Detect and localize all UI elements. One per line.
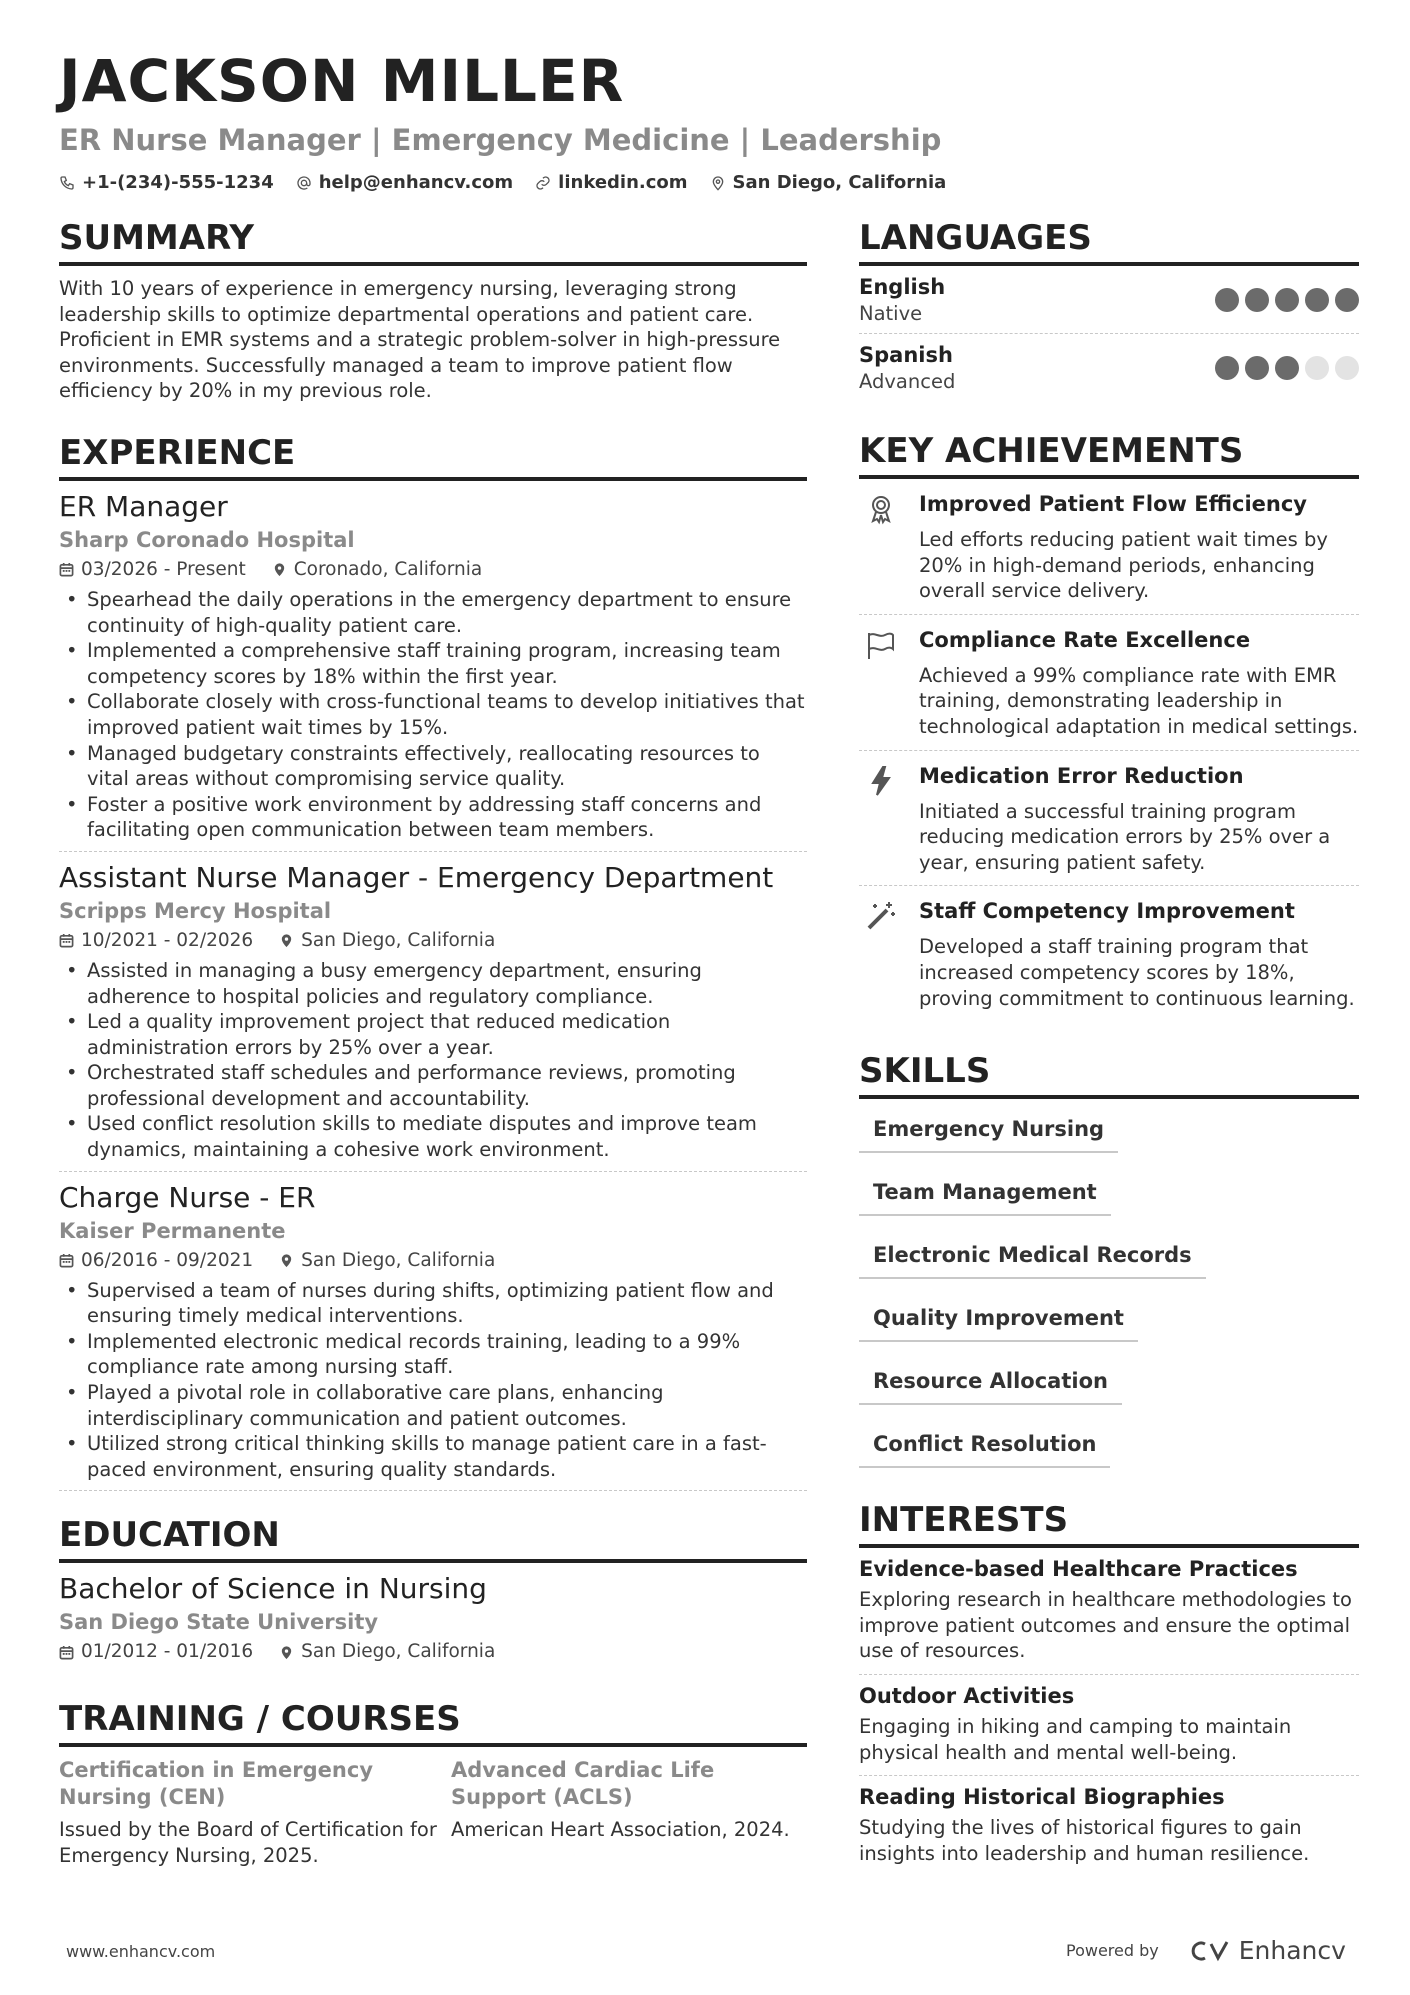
achievements-list [859, 479, 1359, 1021]
training-desc: American Heart Association, 2024. [451, 1818, 790, 1842]
job-dates-text: 03/2026 - Present [81, 558, 246, 580]
at-icon [296, 175, 312, 191]
job-meta [59, 1248, 807, 1274]
job-bullet: • Implemented a comprehensive staff training program, increasing team competency scores by 18% within the first year. [59, 638, 807, 689]
achievement-name: Staff Competency Improvement [919, 899, 1295, 924]
achievement-item [859, 886, 1359, 1021]
job-bullet: • Collaborate closely with cross-functional teams to develop initiatives that improved patient wait times by 15%. [59, 689, 807, 740]
contact-location [710, 172, 947, 193]
skill-tag: Electronic Medical Records [859, 1235, 1206, 1279]
calendar-icon [59, 562, 74, 577]
job-dates-text: 06/2016 - 09/2021 [81, 1249, 254, 1271]
job-bullet: • Supervised a team of nurses during shifts, optimizing patient flow and ensuring timely medical interventions. [59, 1278, 807, 1329]
phone-icon [59, 175, 75, 191]
job-meta [59, 557, 807, 583]
interest-name: Evidence-based Healthcare Practices [859, 1557, 1298, 1582]
job-role: Charge Nurse - ER [59, 1180, 316, 1214]
job-bullet: • Played a pivotal role in collaborative care plans, enhancing interdisciplinary communication and patient outcomes. [59, 1380, 807, 1431]
location-text: San Diego, California [732, 172, 947, 193]
achievement-name: Compliance Rate Excellence [919, 627, 1251, 652]
achievement-desc: Initiated a successful training program reducing medication errors by 25% over a year, ensuring patient safety. [919, 799, 1331, 874]
interest-desc: Exploring research in healthcare methodologies to improve patient outcomes and ensure the optimal use of resources. [859, 1588, 1352, 1663]
phone-text: +1-(234)-555-1234 [82, 172, 274, 193]
job-role: ER Manager [59, 489, 228, 523]
job-bullet: • Used conflict resolution skills to mediate disputes and improve team dynamics, maintaining a cohesive work environment. [59, 1111, 807, 1162]
enhancv-logo-icon [1185, 1938, 1231, 1964]
footer-website[interactable]: www.enhancv.com [66, 1942, 216, 1961]
training-name: Certification in Emergency Nursing (CEN) [59, 1758, 374, 1810]
language-rating [1209, 356, 1359, 380]
education-title: EDUCATION [59, 1515, 807, 1563]
location-pin-icon [710, 175, 726, 191]
job-location-text: Coronado, California [293, 558, 483, 580]
interests-list [859, 1548, 1359, 1876]
job-dates [59, 557, 246, 583]
language-name: English [859, 275, 946, 299]
job-dates-text: 10/2021 - 02/2026 [81, 929, 254, 951]
job-bullets [59, 958, 807, 1163]
language-level: Advanced [859, 370, 956, 393]
job-location [272, 557, 483, 583]
interest-item [859, 1776, 1359, 1876]
education-dates [59, 1639, 253, 1665]
interest-item [859, 1548, 1359, 1675]
rating-dot-filled [1305, 288, 1329, 312]
contact-bar [59, 172, 1359, 193]
language-name: Spanish [859, 343, 953, 367]
job-entry [59, 860, 807, 1172]
job-company: Scripps Mercy Hospital [59, 898, 332, 923]
job-bullet: • Foster a positive work environment by addressing staff concerns and facilitating open communication between team members. [59, 792, 807, 843]
skill-tag: Emergency Nursing [859, 1109, 1118, 1153]
skill-tag: Quality Improvement [859, 1298, 1138, 1342]
skills-list [859, 1109, 1359, 1487]
job-location-text: San Diego, California [301, 929, 496, 951]
rating-dot-filled [1215, 356, 1239, 380]
achievements-title: KEY ACHIEVEMENTS [859, 431, 1359, 479]
job-location-text: San Diego, California [301, 1249, 496, 1271]
right-column [859, 218, 1359, 1876]
location-pin-icon [272, 562, 287, 577]
job-company: Kaiser Permanente [59, 1218, 286, 1243]
flag-icon [865, 629, 897, 661]
interest-item [859, 1675, 1359, 1776]
training-name: Advanced Cardiac Life Support (ACLS) [451, 1758, 715, 1810]
job-bullet: • Orchestrated staff schedules and performance reviews, promoting professional development and accountability. [59, 1060, 807, 1111]
languages-title: LANGUAGES [859, 218, 1359, 266]
rating-dot-filled [1335, 288, 1359, 312]
achievement-name: Improved Patient Flow Efficiency [919, 492, 1307, 516]
job-dates [59, 1248, 253, 1274]
language-level: Native [859, 302, 923, 325]
location-pin-icon [279, 933, 294, 948]
education-entry [59, 1571, 807, 1665]
summary-title: SUMMARY [59, 218, 807, 266]
calendar-icon [59, 1645, 74, 1660]
lightning-icon [865, 765, 897, 797]
achievement-item [859, 751, 1359, 887]
headline: ER Nurse Manager | Emergency Medicine | Leadership [59, 123, 942, 157]
job-meta [59, 928, 807, 954]
job-company: Sharp Coronado Hospital [59, 527, 355, 552]
training-item [59, 1757, 451, 1868]
job-bullet: • Led a quality improvement project that reduced medication administration errors by 25% over a year. [59, 1009, 807, 1060]
calendar-icon [59, 1253, 74, 1268]
education-location [279, 1639, 495, 1665]
job-location [279, 1248, 495, 1274]
job-dates [59, 928, 253, 954]
job-bullets [59, 1278, 807, 1483]
rating-dot-filled [1275, 288, 1299, 312]
candidate-name: JACKSON MILLER [59, 47, 625, 115]
training-title: TRAINING / COURSES [59, 1699, 807, 1747]
interest-name: Reading Historical Biographies [859, 1785, 1225, 1810]
enhancv-logo[interactable] [1185, 1936, 1346, 1965]
interest-desc: Engaging in hiking and camping to maintain physical health and mental well-being. [859, 1714, 1292, 1764]
location-pin-icon [279, 1645, 294, 1660]
skill-tag: Team Management [859, 1172, 1111, 1216]
footer-branding [1066, 1936, 1346, 1965]
education-degree: Bachelor of Science in Nursing [59, 1572, 487, 1606]
education-school: San Diego State University [59, 1610, 379, 1635]
linkedin-text: linkedin.com [558, 172, 688, 193]
job-bullet: • Utilized strong critical thinking skills to manage patient care in a fast-paced environment, ensuring quality standards. [59, 1431, 807, 1482]
rating-dot-filled [1245, 356, 1269, 380]
education-meta [59, 1639, 807, 1665]
job-entry [59, 1180, 807, 1492]
contact-email[interactable] [296, 172, 513, 193]
achievement-desc: Developed a staff training program that increased competency scores by 18%, proving commitment to continuous learning. [919, 935, 1355, 1010]
email-text: help@enhancv.com [318, 172, 514, 193]
skills-title: SKILLS [859, 1051, 1359, 1099]
job-bullets [59, 587, 807, 843]
training-item [451, 1757, 807, 1868]
job-location [279, 928, 495, 954]
achievement-desc: Led efforts reducing patient wait times by 20% in high-demand periods, enhancing overall service delivery. [919, 528, 1328, 603]
education-location-text: San Diego, California [301, 1641, 496, 1663]
location-pin-icon [279, 1253, 294, 1268]
contact-linkedin[interactable] [535, 172, 687, 193]
summary-text: With 10 years of experience in emergency nursing, leveraging strong leadership skills to optimize departmental operations and patient care. Proficient in EMR systems and a strategic problem-solver in high-pressure environments. Successfully managed a team to improve patient flow efficiency by 20% in my previous role. [59, 277, 781, 403]
interests-title: INTERESTS [859, 1500, 1359, 1548]
brand-name: Enhancv [1238, 1936, 1346, 1965]
contact-phone[interactable] [59, 172, 274, 193]
rating-dot-empty [1305, 356, 1329, 380]
rating-dot-empty [1335, 356, 1359, 380]
interest-desc: Studying the lives of historical figures to gain insights into leadership and human resilience. [859, 1816, 1310, 1865]
skill-tag: Resource Allocation [859, 1361, 1122, 1405]
rating-dot-filled [1215, 288, 1239, 312]
training-desc: Issued by the Board of Certification for Emergency Nursing, 2025. [59, 1818, 437, 1867]
achievement-name: Medication Error Reduction [919, 763, 1244, 788]
interest-name: Outdoor Activities [859, 1683, 1075, 1708]
header [59, 44, 1359, 193]
language-rating [1209, 288, 1359, 312]
calendar-icon [59, 933, 74, 948]
achievement-item [859, 615, 1359, 751]
job-entry [59, 489, 807, 852]
achievement-desc: Achieved a 99% compliance rate with EMR training, demonstrating leadership in technological adaptation in medical settings. [919, 663, 1359, 738]
award-icon [865, 493, 897, 525]
powered-by-text: Powered by [1066, 1941, 1159, 1960]
achievement-item [859, 479, 1359, 615]
job-bullet: • Spearhead the daily operations in the emergency department to ensure continuity of high-quality patient care. [59, 587, 807, 638]
left-column [59, 218, 807, 1869]
training-list [59, 1757, 807, 1868]
rating-dot-filled [1245, 288, 1269, 312]
language-item [859, 266, 1359, 334]
job-bullet: • Managed budgetary constraints effectively, reallocating resources to vital areas without compromising service quality. [59, 741, 807, 792]
languages-list [859, 266, 1359, 401]
experience-title: EXPERIENCE [59, 433, 807, 481]
job-role: Assistant Nurse Manager - Emergency Department [59, 860, 774, 894]
job-bullet: • Assisted in managing a busy emergency department, ensuring adherence to hospital policies and regulatory compliance. [59, 958, 807, 1009]
skill-tag: Conflict Resolution [859, 1424, 1110, 1468]
magic-wand-icon [865, 900, 897, 932]
job-bullet: • Implemented electronic medical records training, leading to a 99% compliance rate among nursing staff. [59, 1329, 807, 1380]
rating-dot-filled [1275, 356, 1299, 380]
link-icon [535, 175, 551, 191]
education-dates-text: 01/2012 - 01/2016 [81, 1641, 254, 1663]
language-item [859, 334, 1359, 401]
